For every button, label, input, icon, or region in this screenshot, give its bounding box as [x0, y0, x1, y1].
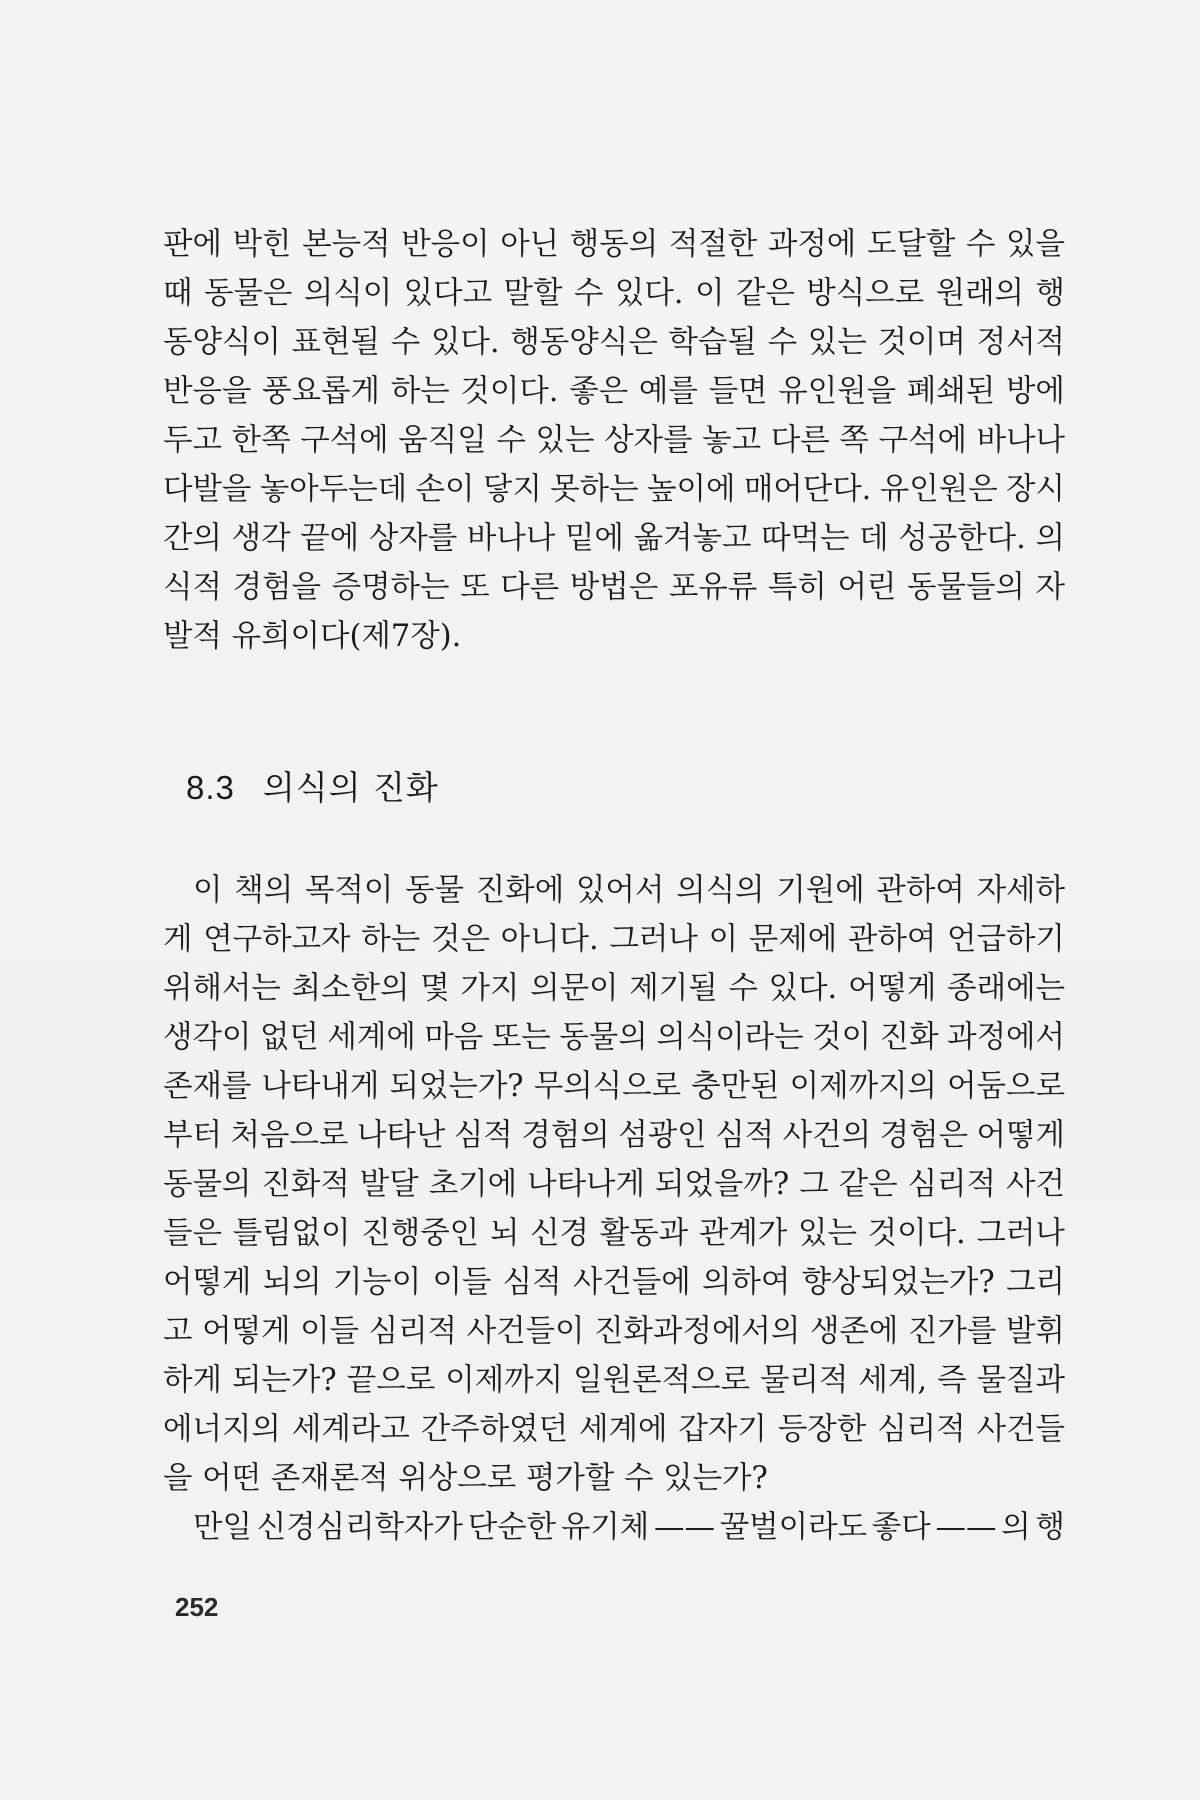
word: 어떻게: [848, 971, 937, 1006]
section-heading: [186, 768, 439, 808]
word: 이: [193, 873, 223, 908]
word: 또: [460, 570, 490, 605]
word: 경험의: [521, 1118, 610, 1153]
word: 좋다: [871, 1510, 931, 1545]
word: 사건들: [976, 1412, 1065, 1447]
word: 생각이: [163, 1020, 252, 1055]
text-line: [163, 318, 1065, 367]
word: 좋은: [569, 374, 629, 409]
word: 기원에: [776, 873, 865, 908]
word: 있다고: [403, 276, 493, 311]
word: 의식이라는: [656, 1020, 804, 1055]
word: 심적: [502, 1265, 562, 1300]
text-line: [163, 1209, 1065, 1258]
text-line: [163, 367, 1065, 416]
word: 동물: [405, 873, 465, 908]
word: 즉: [937, 1363, 967, 1398]
word: 증명하는: [331, 570, 450, 605]
word: 의문이: [530, 971, 619, 1006]
word: 고: [163, 1314, 193, 1349]
word: 수: [767, 325, 798, 360]
word: 과정에서: [947, 1020, 1065, 1055]
word: 세계에: [579, 1412, 668, 1447]
word: 심적: [453, 1118, 513, 1153]
word: 꿀벌이라도: [719, 1510, 868, 1545]
word: 이들: [432, 1265, 492, 1300]
word: 끝으로: [346, 1363, 436, 1398]
word: 있을: [1006, 227, 1065, 262]
word: 관하여: [876, 873, 965, 908]
word: 마음: [424, 1020, 484, 1055]
text-line: 발적 유희이다(제7장).: [163, 619, 462, 654]
word: 간주하였던: [420, 1412, 569, 1447]
word: 들은: [163, 1216, 222, 1251]
word: 진화: [879, 1020, 939, 1055]
word: 진행중인: [361, 1216, 480, 1251]
word: 의: [1035, 521, 1065, 556]
word: 다른: [500, 570, 560, 605]
word: 때: [163, 276, 193, 311]
word: 나타나게: [527, 1167, 645, 1202]
word: 닿지: [482, 472, 542, 507]
text-line: [163, 964, 1065, 1013]
paragraph-2: [163, 866, 1065, 1552]
text-line: [163, 416, 1065, 465]
word: 수: [573, 276, 604, 311]
word: 수: [496, 423, 526, 458]
word: 충만된: [691, 1069, 780, 1104]
text-line: [163, 1160, 1065, 1209]
word: 행동양식은: [510, 325, 658, 360]
word: 신경심리학자가: [256, 1510, 463, 1545]
word: 판에: [163, 227, 222, 262]
word: 어떻게: [163, 1265, 252, 1300]
word: 수: [728, 971, 758, 1006]
word: 되는가?: [231, 1363, 337, 1398]
word: 바나나: [466, 521, 556, 556]
word: 옮겨놓고: [633, 521, 752, 556]
word: 갑자기: [678, 1412, 767, 1447]
word: 있다.: [768, 971, 838, 1006]
word: 유인원을: [778, 374, 897, 409]
word: 연구하고자: [203, 922, 351, 957]
word: ——: [653, 1510, 715, 1545]
word: 아니다.: [500, 922, 599, 957]
word: 손이: [415, 472, 475, 507]
word: 경험은: [879, 1118, 968, 1153]
text-line: [163, 1111, 1065, 1160]
text-line: [163, 1013, 1065, 1062]
word: 표현될: [291, 325, 380, 360]
word: 생각: [231, 521, 291, 556]
word: 의식의: [676, 873, 765, 908]
word: 방식으로: [806, 276, 925, 311]
word: 방에: [1005, 374, 1065, 409]
word: 관하여: [847, 922, 937, 957]
text-line: [163, 269, 1065, 318]
text-line: [163, 1062, 1065, 1111]
word: 것이다.: [867, 1216, 966, 1251]
word: 물질과: [976, 1363, 1065, 1398]
word: 되었을까?: [654, 1167, 790, 1202]
word: 이: [694, 276, 725, 311]
word: 두고: [163, 423, 222, 458]
word: 적절한: [668, 227, 758, 262]
word: 끝에: [300, 521, 360, 556]
word: 본능적: [302, 227, 391, 262]
word: 동물은: [203, 276, 293, 311]
word: 등장한: [777, 1412, 867, 1447]
text-line: [163, 915, 1065, 964]
word: 그리: [1005, 1265, 1065, 1300]
word: 예를: [638, 374, 698, 409]
word: 하는: [361, 922, 421, 957]
word: 구석에: [878, 423, 967, 458]
word: 포유류: [668, 570, 758, 605]
word: 목적이: [304, 873, 394, 908]
word: 초기에: [428, 1167, 518, 1202]
word: 수: [390, 325, 421, 360]
word: 게: [163, 922, 193, 957]
word: 있는: [807, 325, 867, 360]
word: 있는: [535, 423, 595, 458]
word: 되었는가?: [389, 1069, 524, 1104]
word: 의식이: [303, 276, 393, 311]
word: 진화에: [475, 873, 565, 908]
text-line: [163, 514, 1065, 563]
word: 사건의: [782, 1118, 872, 1153]
word: 자: [1035, 570, 1065, 605]
word: 그러나: [609, 922, 698, 957]
word: 과정에: [767, 227, 857, 262]
word: 것은: [430, 922, 490, 957]
word: 자세하: [976, 873, 1065, 908]
word: 반응이: [401, 227, 490, 262]
word: 일원론적으로: [573, 1363, 750, 1398]
word: 뇌: [489, 1216, 520, 1251]
section-number: 8.3: [186, 769, 235, 806]
word: 사건들이: [466, 1314, 585, 1349]
word: 동양식이: [163, 325, 281, 360]
word: 특히: [767, 570, 827, 605]
word: 세계라고: [291, 1412, 410, 1447]
word: ——: [935, 1510, 997, 1545]
word: 심적: [715, 1118, 775, 1153]
word: 틀림없이: [232, 1216, 351, 1251]
word: 의: [1001, 1510, 1031, 1545]
word: 단순한: [467, 1510, 557, 1545]
word: 물리적: [759, 1363, 849, 1398]
word: 바나나: [976, 423, 1065, 458]
text-line: [163, 1356, 1065, 1405]
word: 진화과정에서의: [594, 1314, 801, 1349]
word: 가지: [460, 971, 520, 1006]
word: 한쪽: [231, 423, 291, 458]
word: 존재를: [163, 1069, 252, 1104]
word: 아닌: [500, 227, 560, 262]
paragraph-3-line: [163, 1503, 1065, 1552]
word: 섬광인: [618, 1118, 707, 1153]
word: 활동과: [599, 1216, 689, 1251]
word: 무의식으로: [533, 1069, 682, 1104]
word: 나타내게: [261, 1069, 380, 1104]
word: 어떻게: [202, 1314, 291, 1349]
word: 심리적: [877, 1412, 966, 1447]
word: 것이며: [877, 325, 966, 360]
word: 부터: [163, 1118, 222, 1153]
word: 밑에: [564, 521, 624, 556]
word: 행: [1035, 276, 1065, 311]
word: 데: [859, 521, 889, 556]
word: 심리적: [907, 1167, 996, 1202]
word: 이: [708, 922, 739, 957]
word: 문제에: [748, 922, 838, 957]
word: 신경: [530, 1216, 589, 1251]
word: 또는: [491, 1020, 551, 1055]
word: 도달할: [866, 227, 956, 262]
text-line: [163, 1258, 1065, 1307]
word: 동물의: [163, 1167, 252, 1202]
word: 제기될: [629, 971, 718, 1006]
word: 그: [799, 1167, 829, 1202]
word: 발휘: [1005, 1314, 1065, 1349]
word: 진가를: [907, 1314, 997, 1349]
word: 이제까지: [445, 1363, 564, 1398]
word: 책의: [234, 873, 294, 908]
word: 것이다.: [460, 374, 559, 409]
word: 유인원은: [879, 472, 998, 507]
word: 생존에: [809, 1314, 899, 1349]
word: 심리적: [368, 1314, 458, 1349]
word: 세계,: [858, 1363, 928, 1398]
word: 상자를: [368, 521, 458, 556]
word: 어둠으로: [947, 1069, 1065, 1104]
word: 다른: [770, 423, 830, 458]
word: 경험을: [232, 570, 321, 605]
word: 어린: [837, 570, 897, 605]
word: 있어서: [575, 873, 665, 908]
word: 식적: [163, 570, 222, 605]
word: 언급하기: [947, 922, 1065, 957]
word: 이들: [300, 1314, 360, 1349]
word: 향상되었는가?: [801, 1265, 995, 1300]
text-line: [163, 1405, 1065, 1454]
word: 발달: [359, 1167, 419, 1202]
word: 유기체: [560, 1510, 650, 1545]
word: 구석에: [300, 423, 389, 458]
word: 만일: [193, 1510, 252, 1545]
word: 매어단다.: [743, 472, 872, 507]
word: 있다.: [614, 276, 684, 311]
word: 없던: [259, 1020, 319, 1055]
word: 에너지의: [163, 1412, 281, 1447]
word: 동물의: [559, 1020, 648, 1055]
word: 같은: [838, 1167, 898, 1202]
word: 다발을: [163, 472, 252, 507]
word: 사건: [1005, 1167, 1065, 1202]
word: 종래에는: [947, 971, 1065, 1006]
word: 위해서는: [163, 971, 281, 1006]
word: 있는: [797, 1216, 857, 1251]
word: 못하는: [550, 472, 639, 507]
word: 몇: [420, 971, 450, 1006]
word: 성공한다.: [898, 521, 1026, 556]
word: 행: [1035, 1510, 1065, 1545]
word: 박힌: [232, 227, 292, 262]
word: 풍요롭게: [262, 374, 380, 409]
text-line: 을 어떤 존재론적 위상으로 평가할 수 있는가?: [163, 1461, 768, 1496]
word: 하는: [390, 374, 450, 409]
word: 놓아두는데: [259, 472, 408, 507]
text-line: [163, 220, 1065, 269]
word: 따먹는: [761, 521, 850, 556]
word: 놓고: [702, 423, 762, 458]
word: 상자를: [604, 423, 693, 458]
section-title: 의식의 진화: [262, 768, 439, 807]
word: 어떻게: [976, 1118, 1065, 1153]
word: 간의: [163, 521, 222, 556]
word: 같은: [735, 276, 795, 311]
word: 진화적: [261, 1167, 350, 1202]
word: 들면: [708, 374, 768, 409]
paragraph-1: [163, 220, 1065, 661]
word: 장시: [1006, 472, 1065, 507]
text-line: [163, 866, 1065, 915]
word: 이제까지의: [789, 1069, 937, 1104]
word: 세계에: [327, 1020, 416, 1055]
text-line: [163, 1307, 1065, 1356]
word: 행동의: [569, 227, 659, 262]
word: 높이에: [647, 472, 736, 507]
word: 동물들의: [907, 570, 1025, 605]
word: 의하여: [701, 1265, 791, 1300]
word: 폐쇄된: [906, 374, 996, 409]
word: 쪽: [839, 423, 869, 458]
word: 있다.: [430, 325, 500, 360]
word: 말할: [503, 276, 563, 311]
word: 학습될: [668, 325, 757, 360]
word: 처음으로: [230, 1118, 349, 1153]
word: 정서적: [976, 325, 1065, 360]
text-line: [163, 465, 1065, 514]
word: 반응을: [163, 374, 252, 409]
word: 나타난: [356, 1118, 446, 1153]
text-line: [163, 563, 1065, 612]
word: 그러나: [976, 1216, 1065, 1251]
word: 뇌의: [262, 1265, 322, 1300]
word: 기능이: [332, 1265, 422, 1300]
word: 움직일: [398, 423, 487, 458]
word: 하게: [163, 1363, 222, 1398]
word: 방법은: [569, 570, 659, 605]
word: 관계가: [698, 1216, 788, 1251]
word: 사건들에: [572, 1265, 691, 1300]
word: 것이: [812, 1020, 872, 1055]
word: 원래의: [935, 276, 1025, 311]
word: 수: [965, 227, 996, 262]
page-number: 252: [175, 1592, 219, 1622]
word: 최소한의: [291, 971, 410, 1006]
